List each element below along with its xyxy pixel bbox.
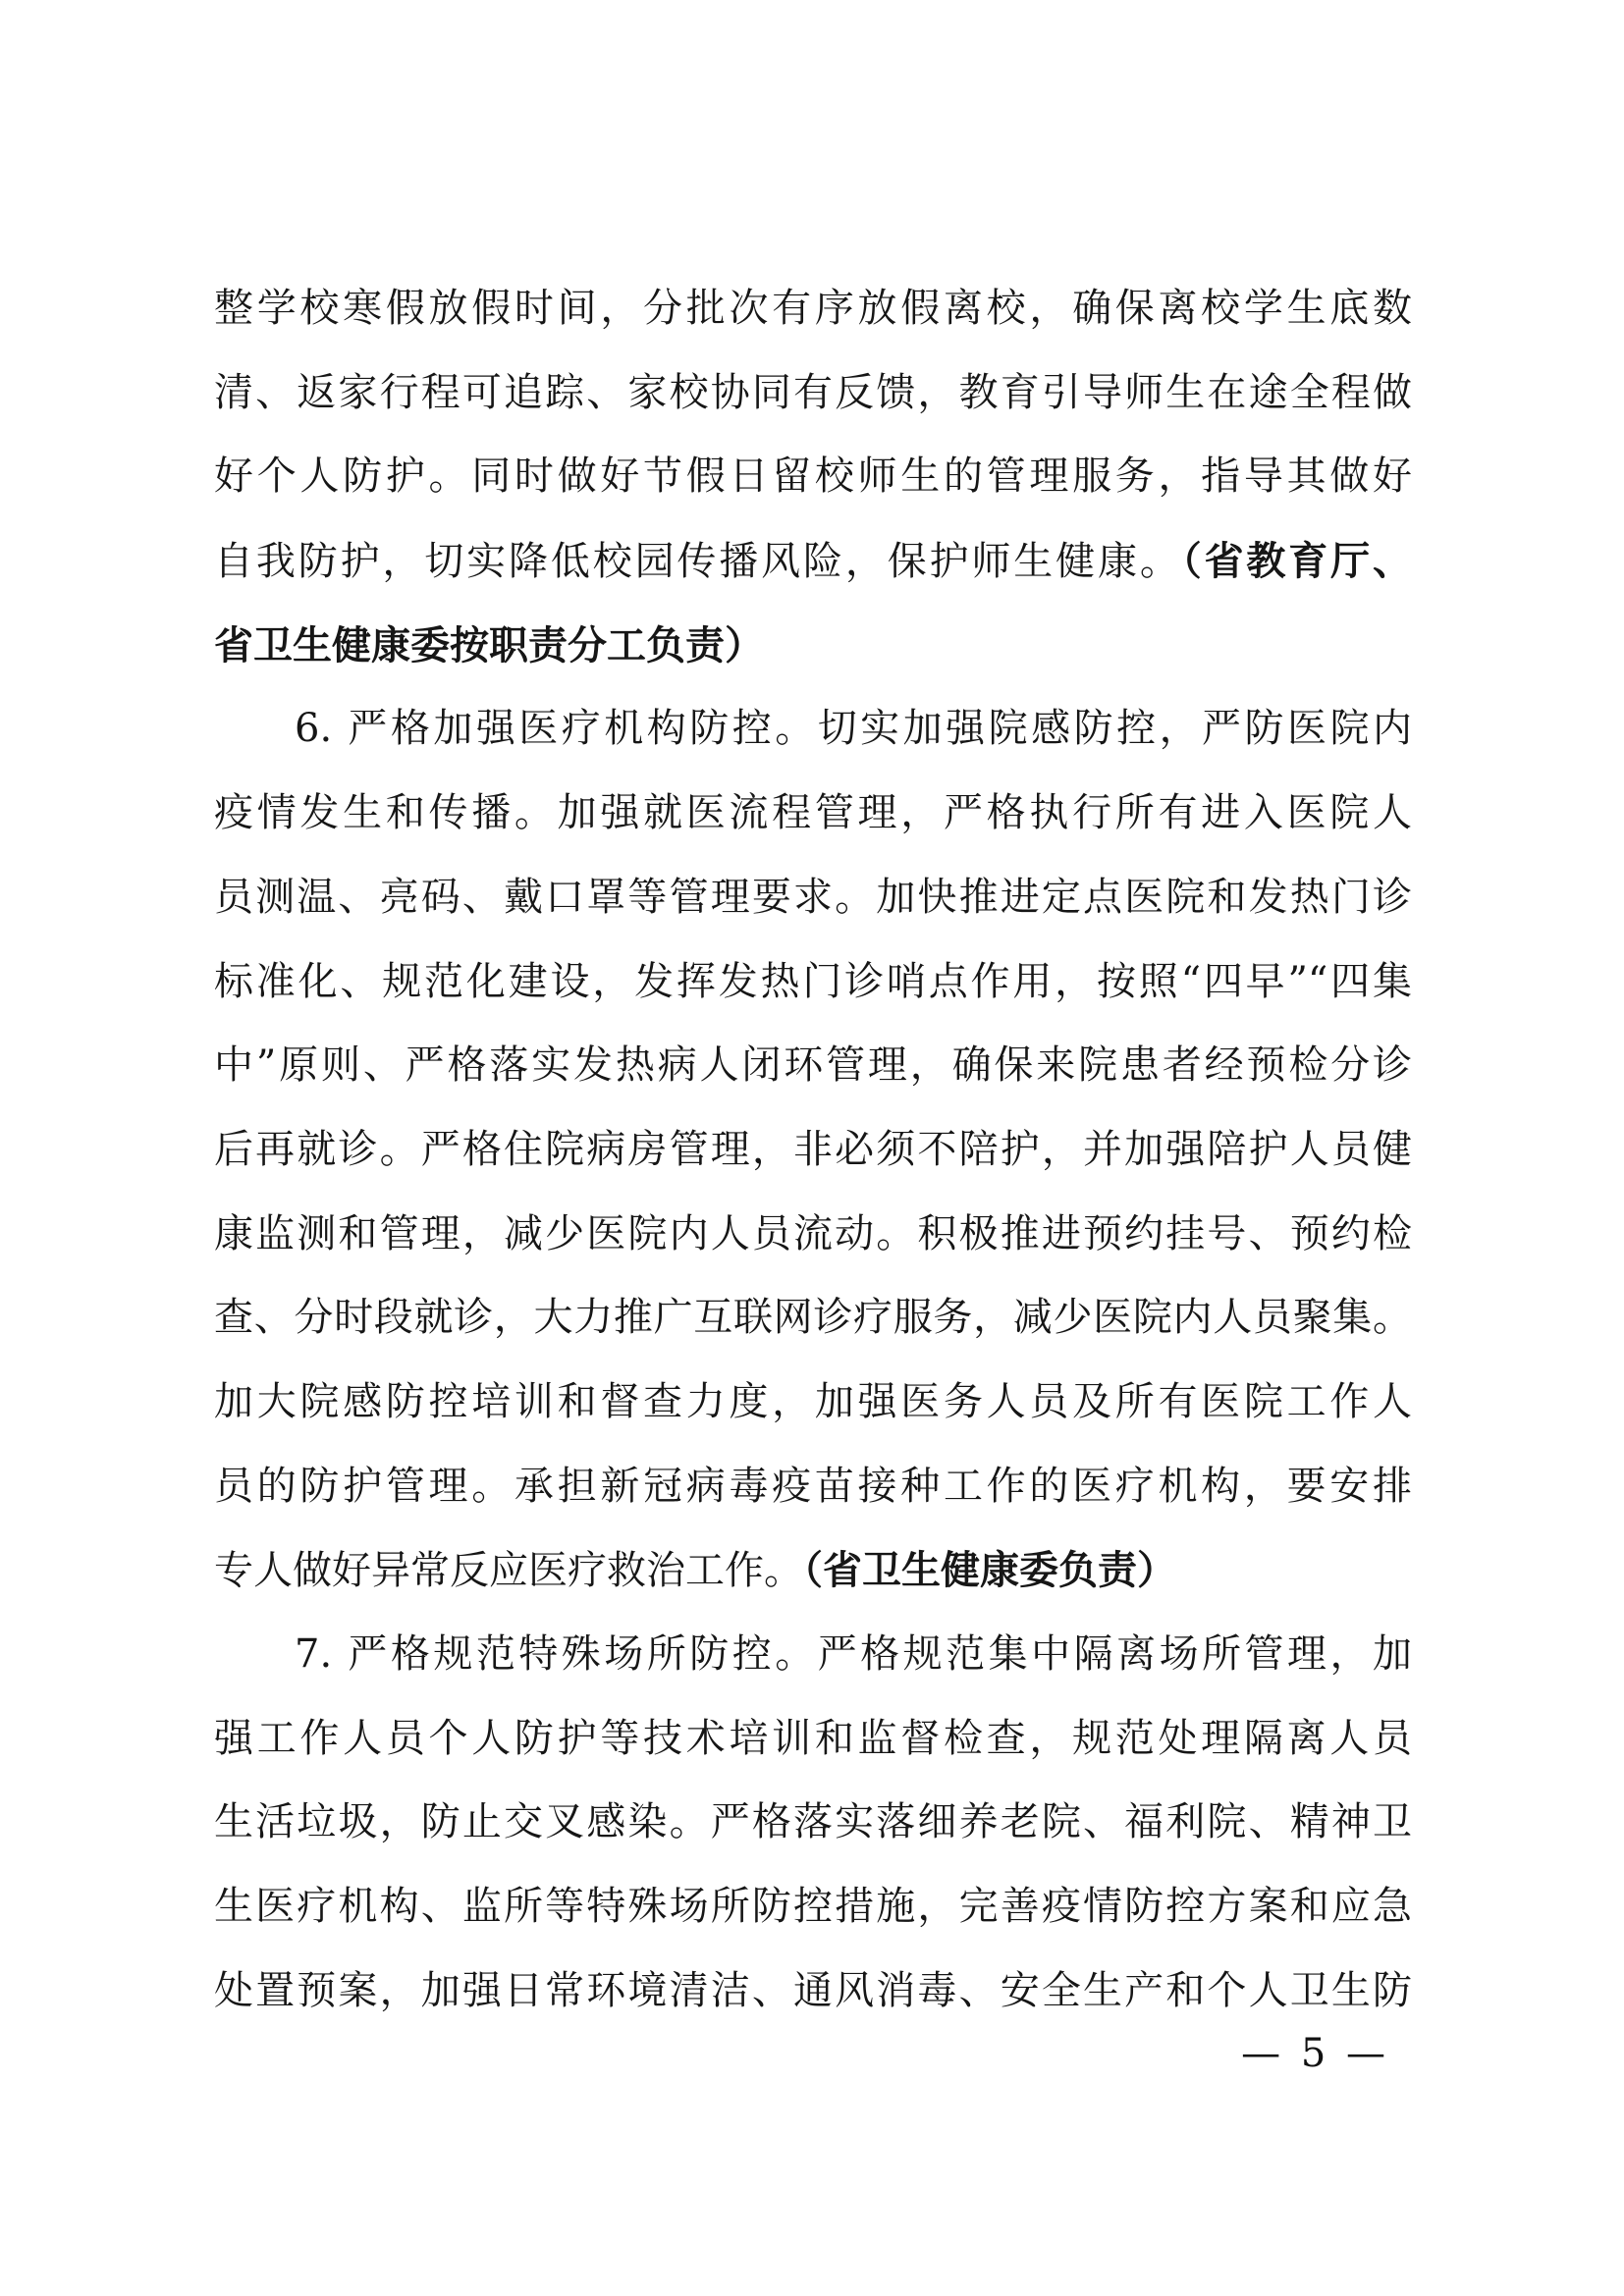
text-line [214, 519, 1412, 604]
line-text: 好个人防护。同时做好节假日留校师生的管理服务，指导其做好 [214, 454, 1412, 500]
line-text: 专人做好异常反应医疗救治工作。 [214, 1548, 803, 1594]
line-text: 员测温、亮码、戴口罩等管理要求。加快推进定点医院和发热门诊 [214, 874, 1412, 920]
text-line [214, 604, 1412, 688]
text-line [214, 687, 1412, 772]
line-text: 标准化、规范化建设，发挥发热门诊哨点作用，按照“四早”“四集 [214, 958, 1412, 1004]
line-text: 清、返家行程可追踪、家校协同有反馈，教育引导师生在途全程做 [214, 369, 1412, 415]
text-line [214, 1781, 1412, 1865]
text-line [214, 435, 1412, 519]
text-line [214, 1613, 1412, 1697]
text-line [214, 1528, 1412, 1613]
text-line [214, 1865, 1412, 1949]
responsible-annotation: （省教育厅、 [1181, 538, 1412, 585]
text-line [214, 1193, 1412, 1277]
text-line [214, 856, 1412, 940]
text-line [214, 351, 1412, 436]
text-line [214, 1445, 1412, 1529]
text-line [214, 1361, 1412, 1445]
text-line [214, 1108, 1412, 1193]
line-text: 加大院感防控培训和督查力度，加强医务人员及所有医院工作人 [214, 1378, 1412, 1424]
line-text: 整学校寒假放假时间，分批次有序放假离校，确保离校学生底数 [214, 286, 1412, 331]
document-body [214, 267, 1412, 2033]
line-text: 员的防护管理。承担新冠病毒疫苗接种工作的医疗机构，要安排 [214, 1463, 1412, 1509]
text-line [214, 267, 1412, 351]
text-line [214, 772, 1412, 856]
line-text: 查、分时段就诊，大力推广互联网诊疗服务，减少医院内人员聚集。 [214, 1295, 1412, 1341]
text-line [214, 1949, 1412, 2034]
responsible-annotation: （省卫生健康委负责） [803, 1547, 1176, 1594]
line-text: 处置预案，加强日常环境清洁、通风消毒、安全生产和个人卫生防 [214, 1967, 1412, 2013]
responsible-annotation: 省卫生健康委按职责分工负责） [214, 621, 764, 668]
text-line [214, 940, 1412, 1025]
text-line [214, 1697, 1412, 1782]
line-text: 中”原则、严格落实发热病人闭环管理，确保来院患者经预检分诊 [214, 1042, 1412, 1089]
line-text: 6. 严格加强医疗机构防控。切实加强院感防控，严防医院内 [295, 706, 1412, 752]
line-text: 7. 严格规范特殊场所防控。严格规范集中隔离场所管理，加 [295, 1631, 1412, 1677]
line-text: 生活垃圾，防止交叉感染。严格落实落细养老院、福利院、精神卫 [214, 1799, 1412, 1845]
text-line [214, 1276, 1412, 1361]
text-line [214, 1024, 1412, 1108]
line-text: 生医疗机构、监所等特殊场所防控措施，完善疫情防控方案和应急 [214, 1884, 1412, 1930]
line-text: 强工作人员个人防护等技术培训和监督检查，规范处理隔离人员 [214, 1715, 1412, 1761]
line-text: 后再就诊。严格住院病房管理，非必须不陪护，并加强陪护人员健 [214, 1126, 1412, 1172]
page-number: — 5 — [1241, 2031, 1389, 2076]
line-text: 自我防护，切实降低校园传播风险，保护师生健康。 [214, 539, 1182, 585]
line-text: 康监测和管理，减少医院内人员流动。积极推进预约挂号、预约检 [214, 1210, 1412, 1256]
line-text: 疫情发生和传播。加强就医流程管理，严格执行所有进入医院人 [214, 790, 1412, 836]
